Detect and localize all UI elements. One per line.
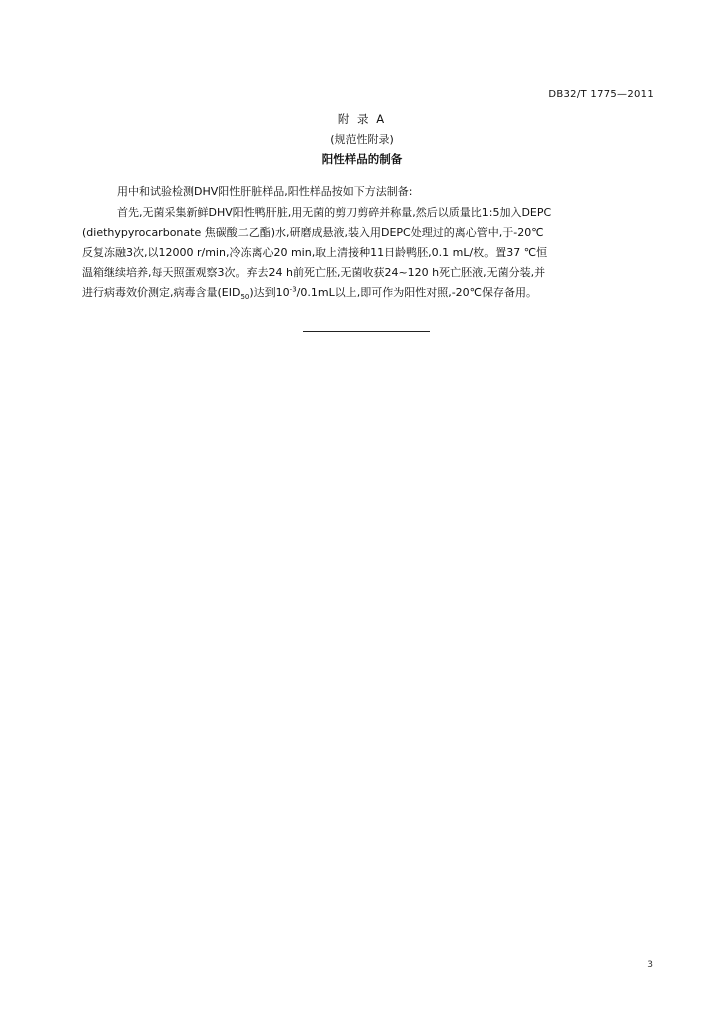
document-code: DB32/T 1775—2011 — [548, 89, 654, 100]
paragraph-line: (diethypyrocarbonate 焦碳酸二乙酯)水,研磨成悬液,装入用DEPC处理过的离心管中,于-20℃ — [82, 226, 544, 239]
annex-title: 附 录 A — [337, 112, 387, 126]
annex-heading: 阳性样品的制备 — [321, 152, 403, 166]
paragraph-line — [82, 286, 537, 300]
paragraph-line: 用中和试验检测DHV阳性肝脏样品,阳性样品按如下方法制备: — [117, 185, 413, 198]
subscript-text: 50 — [240, 293, 250, 302]
paragraph-line: 反复冻融3次,以12000 r/min,冷冻离心20 min,取上清接种11日龄鸭胚,0.1 mL/枚。置37 ℃恒 — [82, 246, 548, 259]
paragraph-line: 温箱继续培养,每天照蛋观察3次。弃去24 h前死亡胚,无菌收获24~120 h死亡胚液,无菌分装,并 — [82, 266, 546, 279]
annex-type: (规范性附录) — [330, 133, 394, 146]
paragraph-line: 首先,无菌采集新鲜DHV阳性鸭肝脏,用无菌的剪刀剪碎并称量,然后以质量比1:5加入DEPC — [117, 206, 552, 219]
line-text: 进行病毒效价测定,病毒含量(EID — [82, 286, 241, 299]
page-number: 3 — [647, 960, 653, 970]
end-rule-divider — [303, 331, 430, 332]
line-text: )达到10 — [249, 286, 290, 299]
superscript-text: -3 — [289, 285, 297, 294]
line-text: /0.1mL以上,即可作为阳性对照,-20℃保存备用。 — [296, 286, 538, 299]
